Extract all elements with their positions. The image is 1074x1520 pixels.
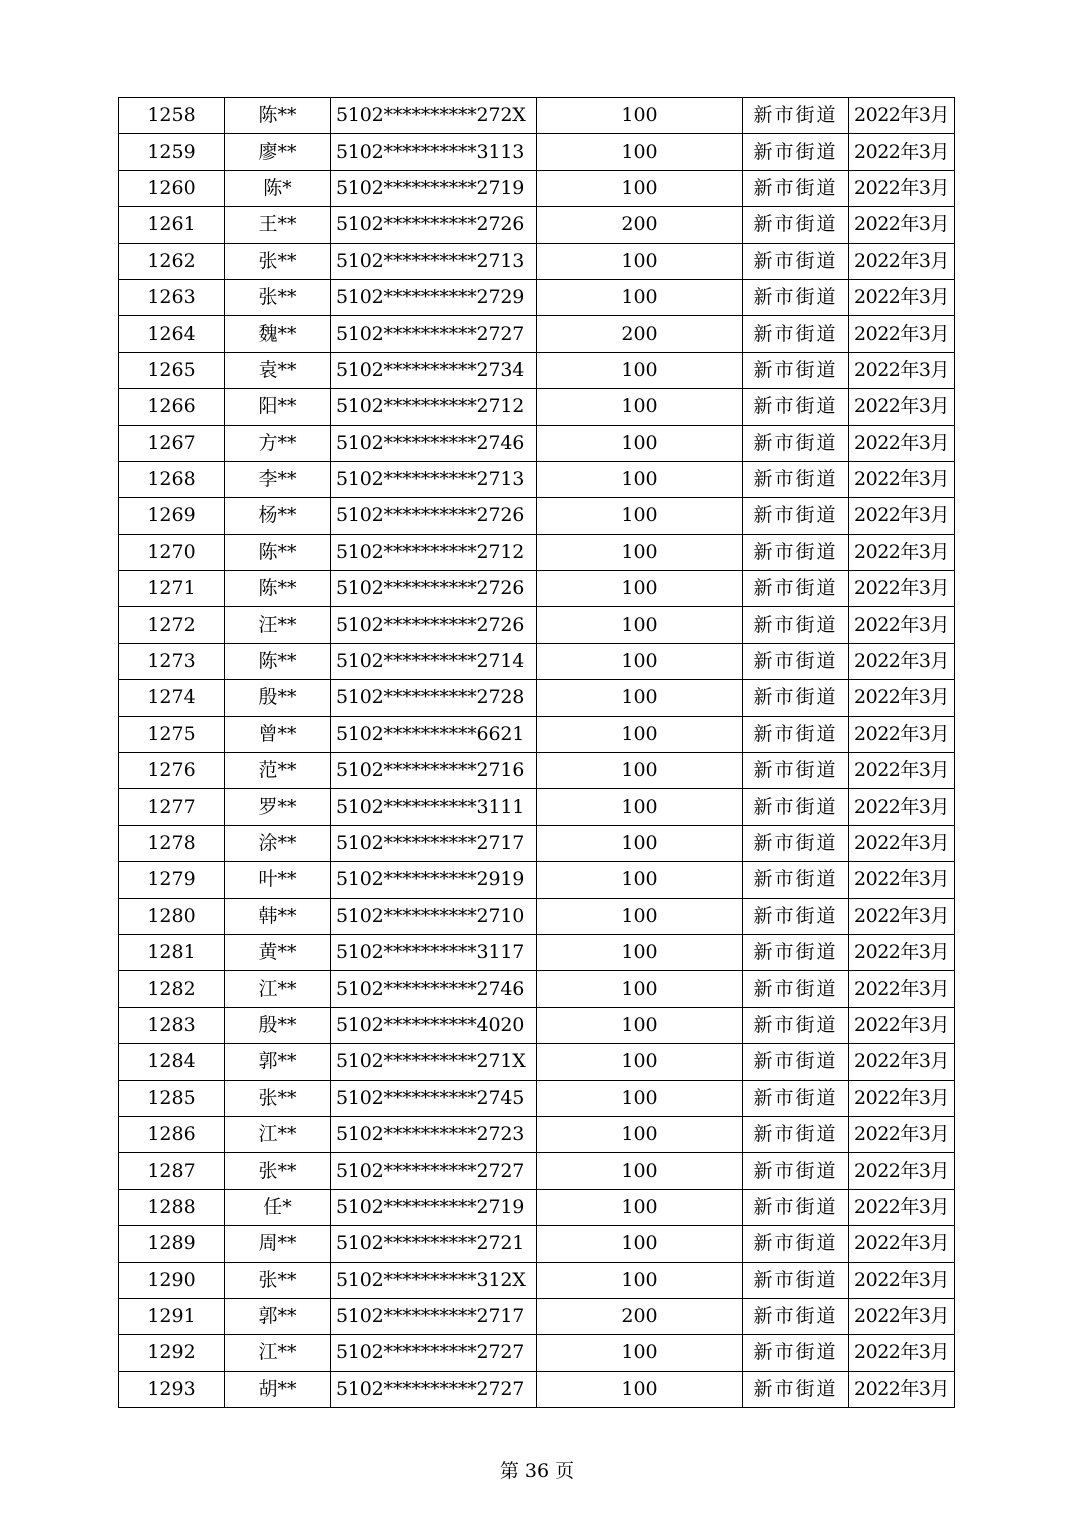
- cell-id-number: 5102**********2728: [331, 680, 537, 716]
- table-row: [119, 243, 955, 279]
- cell-id-number: 5102**********2719: [331, 170, 537, 206]
- cell-date: 2022年3月: [849, 1226, 955, 1262]
- page-number: 第 36 页: [499, 1460, 575, 1482]
- cell-date: 2022年3月: [849, 498, 955, 534]
- cell-id-number: 5102**********2719: [331, 1189, 537, 1225]
- cell-id-number: 5102**********2727: [331, 1153, 537, 1189]
- cell-amount: 200: [537, 1298, 743, 1334]
- cell-street: 新市街道: [743, 1116, 849, 1152]
- cell-name: 江**: [225, 1335, 331, 1371]
- cell-name: 李**: [225, 461, 331, 497]
- cell-street: 新市街道: [743, 170, 849, 206]
- cell-id-number: 5102**********2726: [331, 607, 537, 643]
- table-row: [119, 1371, 955, 1407]
- cell-date: 2022年3月: [849, 607, 955, 643]
- cell-date: 2022年3月: [849, 571, 955, 607]
- table-row: [119, 934, 955, 970]
- cell-date: 2022年3月: [849, 1298, 955, 1334]
- cell-id-number: 5102**********2717: [331, 1298, 537, 1334]
- cell-street: 新市街道: [743, 98, 849, 134]
- cell-serial-number: 1272: [119, 607, 225, 643]
- table-row: [119, 898, 955, 934]
- cell-street: 新市街道: [743, 207, 849, 243]
- cell-name: 方**: [225, 425, 331, 461]
- cell-id-number: 5102**********3111: [331, 789, 537, 825]
- table-row: [119, 389, 955, 425]
- cell-name: 胡**: [225, 1371, 331, 1407]
- table-row: [119, 1262, 955, 1298]
- cell-serial-number: 1275: [119, 716, 225, 752]
- cell-name: 杨**: [225, 498, 331, 534]
- cell-id-number: 5102**********312X: [331, 1262, 537, 1298]
- cell-name: 陈**: [225, 98, 331, 134]
- cell-name: 阳**: [225, 389, 331, 425]
- cell-street: 新市街道: [743, 389, 849, 425]
- cell-serial-number: 1279: [119, 862, 225, 898]
- cell-id-number: 5102**********2713: [331, 461, 537, 497]
- cell-date: 2022年3月: [849, 1189, 955, 1225]
- cell-id-number: 5102**********2726: [331, 207, 537, 243]
- cell-name: 周**: [225, 1226, 331, 1262]
- cell-name: 张**: [225, 243, 331, 279]
- cell-street: 新市街道: [743, 1080, 849, 1116]
- cell-name: 汪**: [225, 607, 331, 643]
- cell-amount: 100: [537, 1007, 743, 1043]
- cell-amount: 200: [537, 207, 743, 243]
- cell-name: 任*: [225, 1189, 331, 1225]
- cell-street: 新市街道: [743, 425, 849, 461]
- cell-amount: 100: [537, 534, 743, 570]
- cell-amount: 100: [537, 862, 743, 898]
- cell-amount: 100: [537, 1371, 743, 1407]
- cell-name: 张**: [225, 279, 331, 315]
- cell-id-number: 5102**********2726: [331, 498, 537, 534]
- cell-amount: 100: [537, 1335, 743, 1371]
- cell-amount: 100: [537, 1116, 743, 1152]
- cell-street: 新市街道: [743, 789, 849, 825]
- cell-serial-number: 1293: [119, 1371, 225, 1407]
- cell-date: 2022年3月: [849, 753, 955, 789]
- table-row: [119, 1080, 955, 1116]
- cell-name: 陈**: [225, 643, 331, 679]
- cell-name: 张**: [225, 1080, 331, 1116]
- cell-name: 袁**: [225, 352, 331, 388]
- cell-amount: 100: [537, 571, 743, 607]
- cell-amount: 100: [537, 1262, 743, 1298]
- cell-street: 新市街道: [743, 352, 849, 388]
- cell-street: 新市街道: [743, 134, 849, 170]
- cell-id-number: 5102**********2919: [331, 862, 537, 898]
- cell-street: 新市街道: [743, 498, 849, 534]
- cell-name: 韩**: [225, 898, 331, 934]
- table-row: [119, 352, 955, 388]
- cell-street: 新市街道: [743, 1335, 849, 1371]
- cell-amount: 100: [537, 753, 743, 789]
- cell-name: 陈**: [225, 534, 331, 570]
- cell-id-number: 5102**********4020: [331, 1007, 537, 1043]
- table-row: [119, 1153, 955, 1189]
- cell-id-number: 5102**********2712: [331, 534, 537, 570]
- cell-date: 2022年3月: [849, 1080, 955, 1116]
- cell-amount: 100: [537, 898, 743, 934]
- table-row: [119, 1226, 955, 1262]
- cell-serial-number: 1291: [119, 1298, 225, 1334]
- cell-date: 2022年3月: [849, 134, 955, 170]
- cell-date: 2022年3月: [849, 862, 955, 898]
- cell-amount: 100: [537, 789, 743, 825]
- cell-street: 新市街道: [743, 1189, 849, 1225]
- cell-serial-number: 1258: [119, 98, 225, 134]
- cell-id-number: 5102**********2717: [331, 825, 537, 861]
- cell-name: 江**: [225, 971, 331, 1007]
- cell-street: 新市街道: [743, 571, 849, 607]
- cell-amount: 100: [537, 607, 743, 643]
- cell-amount: 100: [537, 1044, 743, 1080]
- cell-date: 2022年3月: [849, 98, 955, 134]
- cell-name: 叶**: [225, 862, 331, 898]
- cell-serial-number: 1273: [119, 643, 225, 679]
- cell-date: 2022年3月: [849, 279, 955, 315]
- cell-street: 新市街道: [743, 1371, 849, 1407]
- cell-date: 2022年3月: [849, 1044, 955, 1080]
- table-row: [119, 1189, 955, 1225]
- cell-serial-number: 1267: [119, 425, 225, 461]
- cell-serial-number: 1261: [119, 207, 225, 243]
- cell-id-number: 5102**********2746: [331, 425, 537, 461]
- cell-amount: 100: [537, 971, 743, 1007]
- cell-serial-number: 1266: [119, 389, 225, 425]
- cell-name: 曾**: [225, 716, 331, 752]
- cell-street: 新市街道: [743, 1262, 849, 1298]
- cell-name: 涂**: [225, 825, 331, 861]
- cell-amount: 100: [537, 279, 743, 315]
- cell-date: 2022年3月: [849, 316, 955, 352]
- cell-street: 新市街道: [743, 1044, 849, 1080]
- cell-amount: 100: [537, 389, 743, 425]
- cell-amount: 100: [537, 352, 743, 388]
- cell-name: 廖**: [225, 134, 331, 170]
- cell-name: 张**: [225, 1262, 331, 1298]
- cell-date: 2022年3月: [849, 1262, 955, 1298]
- cell-name: 郭**: [225, 1044, 331, 1080]
- table-row: [119, 1298, 955, 1334]
- cell-name: 罗**: [225, 789, 331, 825]
- table-row: [119, 1007, 955, 1043]
- table-row: [119, 862, 955, 898]
- cell-amount: 100: [537, 243, 743, 279]
- cell-name: 陈**: [225, 571, 331, 607]
- cell-date: 2022年3月: [849, 170, 955, 206]
- cell-street: 新市街道: [743, 825, 849, 861]
- cell-street: 新市街道: [743, 971, 849, 1007]
- cell-serial-number: 1271: [119, 571, 225, 607]
- cell-name: 江**: [225, 1116, 331, 1152]
- cell-serial-number: 1277: [119, 789, 225, 825]
- cell-street: 新市街道: [743, 680, 849, 716]
- records-table: [118, 97, 955, 1408]
- cell-amount: 100: [537, 1080, 743, 1116]
- records-table-body: [119, 98, 955, 1408]
- cell-id-number: 5102**********2714: [331, 643, 537, 679]
- table-row: [119, 825, 955, 861]
- table-row: [119, 716, 955, 752]
- cell-serial-number: 1280: [119, 898, 225, 934]
- cell-street: 新市街道: [743, 753, 849, 789]
- cell-id-number: 5102**********2710: [331, 898, 537, 934]
- table-row: [119, 1116, 955, 1152]
- cell-id-number: 5102**********3113: [331, 134, 537, 170]
- cell-serial-number: 1259: [119, 134, 225, 170]
- cell-amount: 100: [537, 825, 743, 861]
- cell-id-number: 5102**********2727: [331, 1371, 537, 1407]
- cell-serial-number: 1288: [119, 1189, 225, 1225]
- cell-street: 新市街道: [743, 243, 849, 279]
- cell-name: 郭**: [225, 1298, 331, 1334]
- cell-serial-number: 1285: [119, 1080, 225, 1116]
- cell-amount: 100: [537, 425, 743, 461]
- cell-name: 陈*: [225, 170, 331, 206]
- table-row: [119, 1044, 955, 1080]
- cell-id-number: 5102**********6621: [331, 716, 537, 752]
- cell-serial-number: 1281: [119, 934, 225, 970]
- cell-date: 2022年3月: [849, 971, 955, 1007]
- cell-date: 2022年3月: [849, 1007, 955, 1043]
- cell-date: 2022年3月: [849, 425, 955, 461]
- cell-street: 新市街道: [743, 1298, 849, 1334]
- cell-date: 2022年3月: [849, 352, 955, 388]
- cell-id-number: 5102**********2721: [331, 1226, 537, 1262]
- cell-id-number: 5102**********2713: [331, 243, 537, 279]
- cell-date: 2022年3月: [849, 207, 955, 243]
- cell-date: 2022年3月: [849, 934, 955, 970]
- cell-date: 2022年3月: [849, 643, 955, 679]
- cell-id-number: 5102**********2745: [331, 1080, 537, 1116]
- table-row: [119, 971, 955, 1007]
- cell-id-number: 5102**********2746: [331, 971, 537, 1007]
- cell-id-number: 5102**********2734: [331, 352, 537, 388]
- table-row: [119, 753, 955, 789]
- cell-serial-number: 1269: [119, 498, 225, 534]
- cell-id-number: 5102**********2726: [331, 571, 537, 607]
- cell-date: 2022年3月: [849, 1371, 955, 1407]
- cell-serial-number: 1276: [119, 753, 225, 789]
- table-row: [119, 498, 955, 534]
- table-row: [119, 607, 955, 643]
- cell-serial-number: 1278: [119, 825, 225, 861]
- cell-amount: 100: [537, 716, 743, 752]
- cell-id-number: 5102**********2712: [331, 389, 537, 425]
- cell-serial-number: 1289: [119, 1226, 225, 1262]
- cell-street: 新市街道: [743, 279, 849, 315]
- cell-serial-number: 1264: [119, 316, 225, 352]
- cell-street: 新市街道: [743, 862, 849, 898]
- table-row: [119, 170, 955, 206]
- table-row: [119, 789, 955, 825]
- cell-serial-number: 1290: [119, 1262, 225, 1298]
- cell-serial-number: 1260: [119, 170, 225, 206]
- cell-amount: 100: [537, 170, 743, 206]
- table-row: [119, 680, 955, 716]
- cell-name: 魏**: [225, 316, 331, 352]
- cell-id-number: 5102**********271X: [331, 1044, 537, 1080]
- cell-id-number: 5102**********2729: [331, 279, 537, 315]
- cell-serial-number: 1268: [119, 461, 225, 497]
- cell-name: 张**: [225, 1153, 331, 1189]
- table-row: [119, 425, 955, 461]
- cell-amount: 100: [537, 1226, 743, 1262]
- cell-serial-number: 1265: [119, 352, 225, 388]
- cell-serial-number: 1283: [119, 1007, 225, 1043]
- cell-date: 2022年3月: [849, 1153, 955, 1189]
- cell-street: 新市街道: [743, 934, 849, 970]
- cell-name: 范**: [225, 753, 331, 789]
- cell-amount: 100: [537, 98, 743, 134]
- cell-amount: 100: [537, 461, 743, 497]
- cell-date: 2022年3月: [849, 716, 955, 752]
- cell-amount: 100: [537, 643, 743, 679]
- table-row: [119, 134, 955, 170]
- cell-id-number: 5102**********2727: [331, 1335, 537, 1371]
- cell-street: 新市街道: [743, 607, 849, 643]
- table-row: [119, 207, 955, 243]
- cell-street: 新市街道: [743, 1153, 849, 1189]
- cell-street: 新市街道: [743, 316, 849, 352]
- cell-name: 殷**: [225, 1007, 331, 1043]
- cell-date: 2022年3月: [849, 789, 955, 825]
- cell-serial-number: 1284: [119, 1044, 225, 1080]
- cell-id-number: 5102**********2723: [331, 1116, 537, 1152]
- table-row: [119, 1335, 955, 1371]
- cell-date: 2022年3月: [849, 825, 955, 861]
- cell-date: 2022年3月: [849, 1335, 955, 1371]
- cell-amount: 100: [537, 934, 743, 970]
- cell-serial-number: 1282: [119, 971, 225, 1007]
- cell-street: 新市街道: [743, 534, 849, 570]
- cell-street: 新市街道: [743, 716, 849, 752]
- table-row: [119, 461, 955, 497]
- cell-amount: 100: [537, 1153, 743, 1189]
- table-row: [119, 316, 955, 352]
- cell-serial-number: 1262: [119, 243, 225, 279]
- cell-id-number: 5102**********2727: [331, 316, 537, 352]
- cell-id-number: 5102**********3117: [331, 934, 537, 970]
- cell-id-number: 5102**********2716: [331, 753, 537, 789]
- cell-street: 新市街道: [743, 643, 849, 679]
- cell-amount: 100: [537, 1189, 743, 1225]
- cell-date: 2022年3月: [849, 898, 955, 934]
- cell-name: 王**: [225, 207, 331, 243]
- cell-name: 黄**: [225, 934, 331, 970]
- cell-id-number: 5102**********272X: [331, 98, 537, 134]
- cell-serial-number: 1292: [119, 1335, 225, 1371]
- table-row: [119, 643, 955, 679]
- cell-amount: 100: [537, 498, 743, 534]
- cell-street: 新市街道: [743, 1007, 849, 1043]
- cell-serial-number: 1274: [119, 680, 225, 716]
- cell-street: 新市街道: [743, 898, 849, 934]
- cell-amount: 200: [537, 316, 743, 352]
- table-row: [119, 534, 955, 570]
- cell-street: 新市街道: [743, 461, 849, 497]
- cell-serial-number: 1263: [119, 279, 225, 315]
- table-row: [119, 279, 955, 315]
- table-row: [119, 98, 955, 134]
- cell-amount: 100: [537, 680, 743, 716]
- cell-date: 2022年3月: [849, 534, 955, 570]
- cell-date: 2022年3月: [849, 1116, 955, 1152]
- cell-date: 2022年3月: [849, 389, 955, 425]
- table-row: [119, 571, 955, 607]
- cell-serial-number: 1286: [119, 1116, 225, 1152]
- cell-name: 殷**: [225, 680, 331, 716]
- cell-serial-number: 1287: [119, 1153, 225, 1189]
- cell-serial-number: 1270: [119, 534, 225, 570]
- cell-date: 2022年3月: [849, 680, 955, 716]
- cell-street: 新市街道: [743, 1226, 849, 1262]
- cell-date: 2022年3月: [849, 243, 955, 279]
- cell-amount: 100: [537, 134, 743, 170]
- cell-date: 2022年3月: [849, 461, 955, 497]
